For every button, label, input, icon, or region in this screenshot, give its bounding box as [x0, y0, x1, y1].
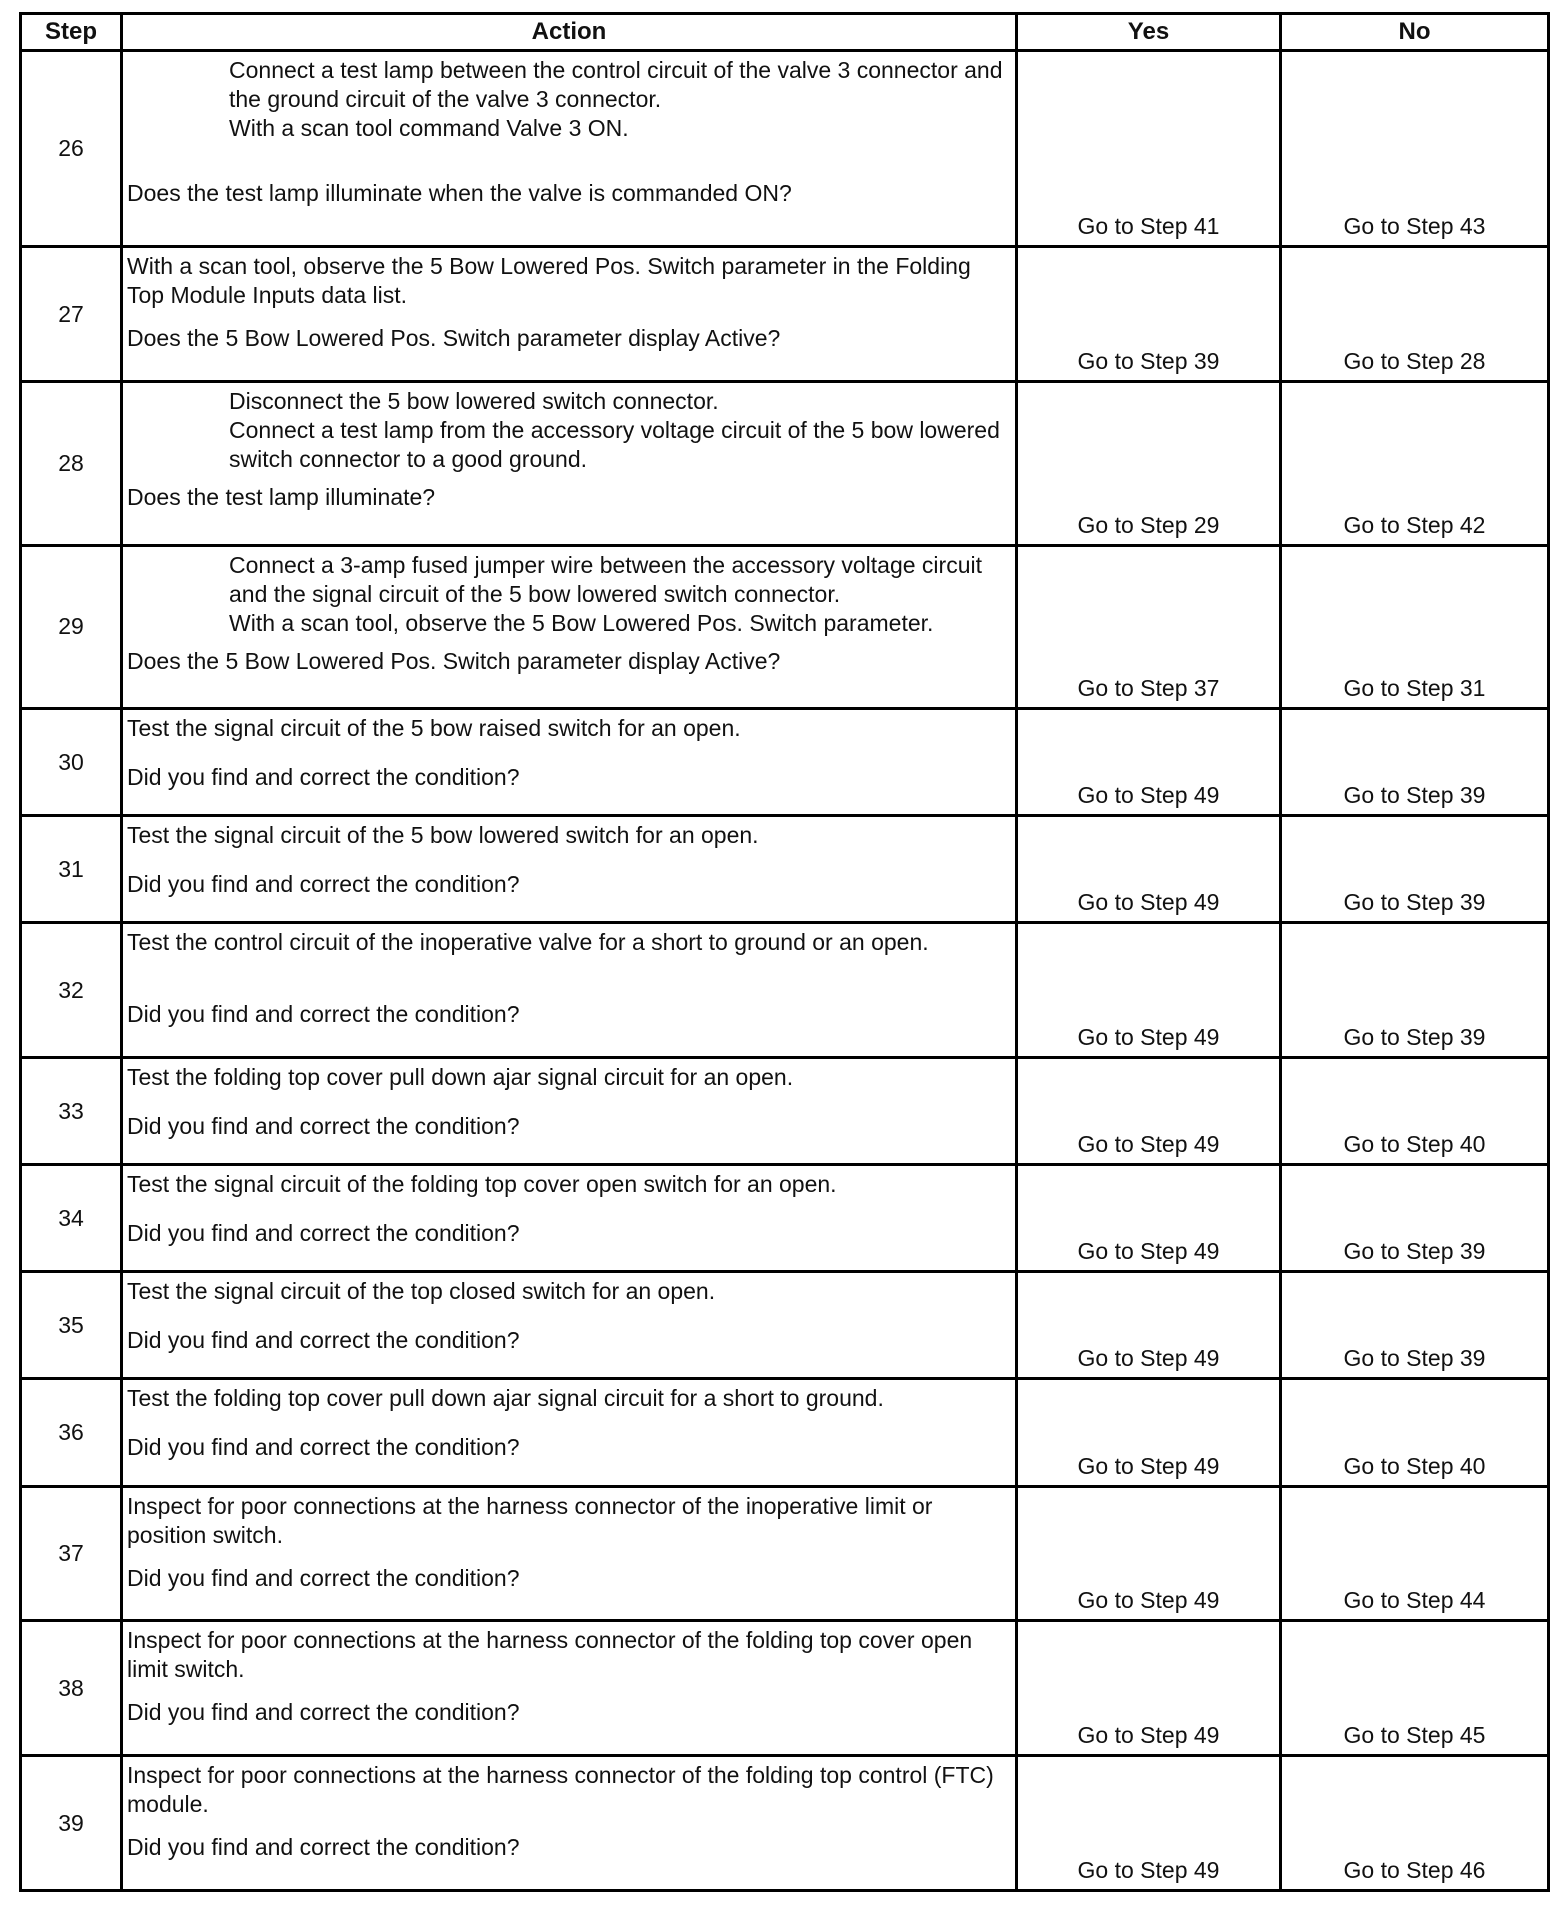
action-question: Does the 5 Bow Lowered Pos. Switch parameter display Active?	[127, 325, 781, 352]
table-row	[21, 709, 1549, 816]
action-question: Did you find and correct the condition?	[127, 1699, 520, 1726]
step-number: 31	[21, 816, 122, 923]
table-row	[21, 1272, 1549, 1379]
step-number: 37	[21, 1486, 122, 1621]
action-cell	[122, 709, 1017, 816]
action-instructions	[127, 551, 1011, 638]
no-goto: Go to Step 39	[1281, 923, 1549, 1058]
yes-goto: Go to Step 39	[1017, 247, 1281, 382]
action-question: Did you find and correct the condition?	[127, 764, 520, 791]
no-column-header: No	[1281, 14, 1549, 51]
no-goto: Go to Step 28	[1281, 247, 1549, 382]
action-question: Did you find and correct the condition?	[127, 1434, 520, 1461]
action-instructions	[127, 928, 1011, 957]
yes-goto: Go to Step 49	[1017, 1621, 1281, 1756]
action-instructions	[127, 56, 1011, 143]
instruction-line: With a scan tool command Valve 3 ON.	[229, 115, 629, 141]
instruction-line: Test the signal circuit of the 5 bow lowered switch for an open.	[127, 822, 759, 849]
action-instructions	[127, 1170, 1011, 1199]
instruction-line: Inspect for poor connections at the harness connector of the inoperative limit or position switch.	[127, 1492, 933, 1548]
step-number: 35	[21, 1272, 122, 1379]
table-row	[21, 1621, 1549, 1756]
step-number: 26	[21, 51, 122, 247]
yes-goto: Go to Step 29	[1017, 381, 1281, 545]
step-number: 39	[21, 1756, 122, 1891]
yes-goto: Go to Step 49	[1017, 923, 1281, 1058]
table-row	[21, 923, 1549, 1058]
action-cell	[122, 923, 1017, 1058]
action-instructions	[127, 387, 1011, 474]
step-column-header: Step	[21, 14, 122, 51]
action-cell	[122, 1058, 1017, 1165]
instruction-line: With a scan tool, observe the 5 Bow Lowered Pos. Switch parameter.	[229, 609, 934, 636]
yes-goto: Go to Step 49	[1017, 1486, 1281, 1621]
yes-goto: Go to Step 49	[1017, 1058, 1281, 1165]
no-goto: Go to Step 39	[1281, 1165, 1549, 1272]
table-row	[21, 1486, 1549, 1621]
action-instructions	[127, 1492, 1011, 1550]
table-row	[21, 51, 1549, 247]
table-row	[21, 545, 1549, 709]
no-goto: Go to Step 45	[1281, 1621, 1549, 1756]
diagnostic-step-table	[19, 12, 1550, 1892]
action-cell	[122, 247, 1017, 382]
action-instructions	[127, 252, 1011, 310]
instruction-line: Connect a 3-amp fused jumper wire between the accessory voltage circuit and the signal circuit of the 5 bow lowered switch connector.	[229, 551, 982, 607]
instruction-line: Test the signal circuit of the top closed switch for an open.	[127, 1278, 716, 1305]
instruction-line: Test the signal circuit of the 5 bow raised switch for an open.	[127, 715, 741, 742]
step-number: 30	[21, 709, 122, 816]
action-cell	[122, 1621, 1017, 1756]
instruction-line: Test the folding top cover pull down ajar signal circuit for a short to ground.	[127, 1385, 884, 1412]
no-goto: Go to Step 40	[1281, 1058, 1549, 1165]
table-row	[21, 1756, 1549, 1891]
yes-goto: Go to Step 49	[1017, 1379, 1281, 1486]
step-number: 32	[21, 923, 122, 1058]
table-row	[21, 816, 1549, 923]
action-cell	[122, 51, 1017, 247]
no-goto: Go to Step 39	[1281, 1272, 1549, 1379]
table-body	[21, 51, 1549, 1891]
no-goto: Go to Step 42	[1281, 381, 1549, 545]
action-cell	[122, 1272, 1017, 1379]
step-number: 36	[21, 1379, 122, 1486]
action-instructions	[127, 1384, 1011, 1413]
yes-goto: Go to Step 41	[1017, 51, 1281, 247]
action-cell	[122, 1165, 1017, 1272]
action-question: Did you find and correct the condition?	[127, 1113, 520, 1140]
header-row	[21, 14, 1549, 51]
action-question: Does the test lamp illuminate when the valve is commanded ON?	[127, 180, 792, 206]
action-question: Did you find and correct the condition?	[127, 1220, 520, 1247]
table-row	[21, 381, 1549, 545]
yes-goto: Go to Step 37	[1017, 545, 1281, 709]
yes-goto: Go to Step 49	[1017, 1165, 1281, 1272]
table-row	[21, 1058, 1549, 1165]
instruction-line: With a scan tool, observe the 5 Bow Lowered Pos. Switch parameter in the Folding Top Module Inputs data list.	[127, 253, 971, 309]
action-instructions	[127, 821, 1011, 850]
instruction-line: Connect a test lamp between the control circuit of the valve 3 connector and the ground circuit of the valve 3 connector.	[229, 57, 1003, 112]
no-goto: Go to Step 46	[1281, 1756, 1549, 1891]
yes-column-header: Yes	[1017, 14, 1281, 51]
instruction-line: Test the control circuit of the inoperative valve for a short to ground or an open.	[127, 929, 929, 956]
instruction-line: Inspect for poor connections at the harness connector of the folding top control (FTC) module.	[127, 1762, 994, 1818]
instruction-line: Test the signal circuit of the folding top cover open switch for an open.	[127, 1171, 837, 1198]
instruction-line: Connect a test lamp from the accessory voltage circuit of the 5 bow lowered switch connector to a good ground.	[229, 416, 1000, 472]
action-question: Did you find and correct the condition?	[127, 871, 520, 898]
action-cell	[122, 545, 1017, 709]
no-goto: Go to Step 31	[1281, 545, 1549, 709]
yes-goto: Go to Step 49	[1017, 816, 1281, 923]
action-question: Did you find and correct the condition?	[127, 1327, 520, 1354]
step-number: 34	[21, 1165, 122, 1272]
yes-goto: Go to Step 49	[1017, 1272, 1281, 1379]
action-question: Does the test lamp illuminate?	[127, 483, 436, 510]
no-goto: Go to Step 44	[1281, 1486, 1549, 1621]
action-cell	[122, 1486, 1017, 1621]
action-question: Does the 5 Bow Lowered Pos. Switch parameter display Active?	[127, 647, 781, 674]
action-cell	[122, 1379, 1017, 1486]
action-instructions	[127, 1063, 1011, 1092]
action-instructions	[127, 1626, 1011, 1684]
no-goto: Go to Step 39	[1281, 709, 1549, 816]
action-instructions	[127, 714, 1011, 743]
yes-goto: Go to Step 49	[1017, 709, 1281, 816]
no-goto: Go to Step 39	[1281, 816, 1549, 923]
step-number: 27	[21, 247, 122, 382]
action-column-header: Action	[122, 14, 1017, 51]
table-row	[21, 1165, 1549, 1272]
instruction-line: Inspect for poor connections at the harness connector of the folding top cover open limit switch.	[127, 1627, 973, 1683]
table-row	[21, 247, 1549, 382]
table-row	[21, 1379, 1549, 1486]
no-goto: Go to Step 43	[1281, 51, 1549, 247]
action-instructions	[127, 1761, 1011, 1819]
action-instructions	[127, 1277, 1011, 1306]
action-cell	[122, 1756, 1017, 1891]
instruction-line: Disconnect the 5 bow lowered switch connector.	[229, 387, 719, 414]
step-number: 38	[21, 1621, 122, 1756]
step-number: 29	[21, 545, 122, 709]
action-cell	[122, 381, 1017, 545]
step-number: 28	[21, 381, 122, 545]
action-question: Did you find and correct the condition?	[127, 1564, 520, 1591]
step-number: 33	[21, 1058, 122, 1165]
action-question: Did you find and correct the condition?	[127, 1001, 520, 1028]
yes-goto: Go to Step 49	[1017, 1756, 1281, 1891]
action-question: Did you find and correct the condition?	[127, 1834, 520, 1861]
no-goto: Go to Step 40	[1281, 1379, 1549, 1486]
instruction-line: Test the folding top cover pull down ajar signal circuit for an open.	[127, 1064, 794, 1091]
action-cell	[122, 816, 1017, 923]
